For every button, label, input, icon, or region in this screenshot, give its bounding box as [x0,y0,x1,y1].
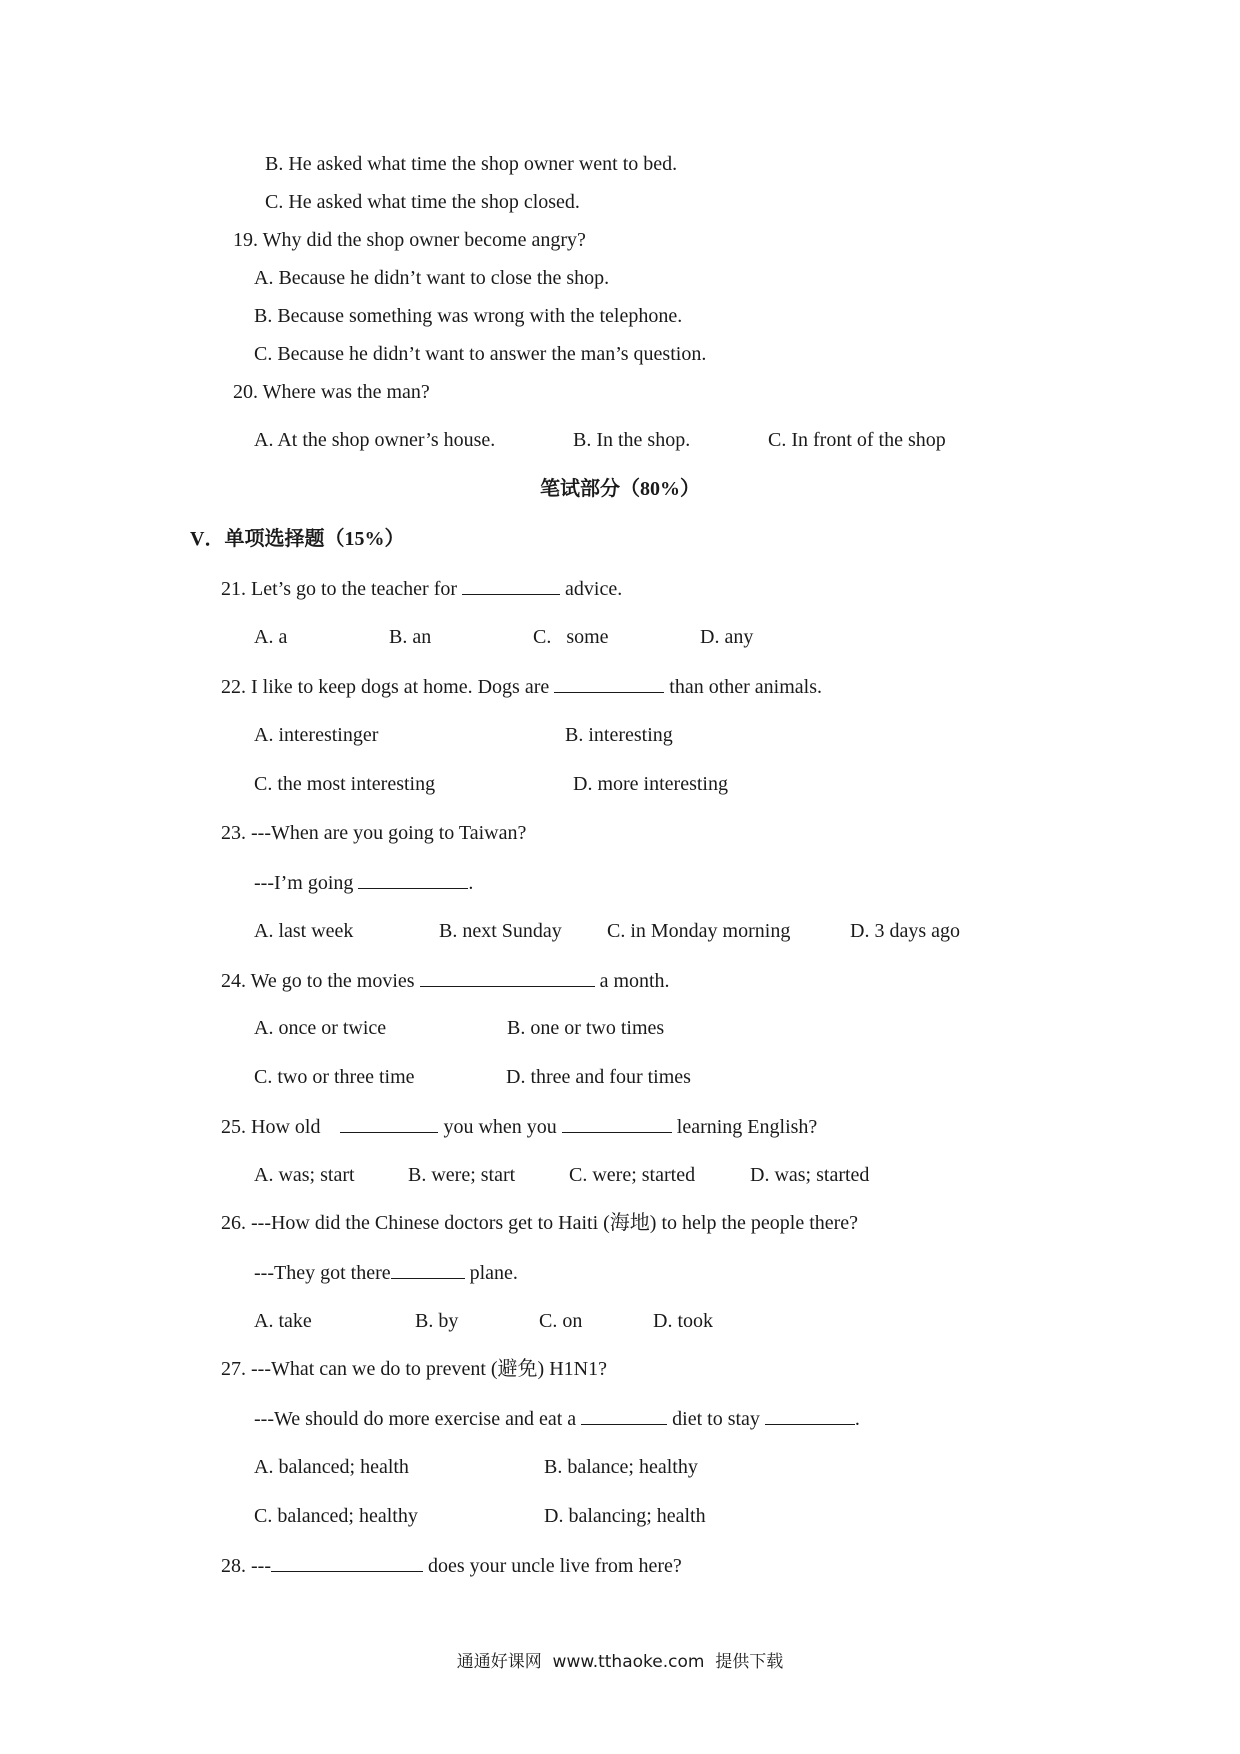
q20-option-c: C. In front of the shop [768,429,946,451]
q23-option-c: C. in Monday morning [607,920,791,942]
q20-option-a: A. At the shop owner’s house. [254,429,496,451]
q25-option-b: B. were; start [408,1164,516,1186]
q22-option-a: A. interestinger [254,724,379,746]
q27-option-c: C. balanced; healthy [254,1505,418,1527]
q22-stem: 22. I like to keep dogs at home. Dogs are than other animals. [221,676,822,698]
q21-option-a: A. a [254,626,288,648]
q18-option-b: B. He asked what time the shop owner went to bed. [265,153,678,175]
q22-option-d: D. more interesting [573,773,728,795]
q22-option-c: C. the most interesting [254,773,436,795]
q28-stem: 28. --- does your uncle live from here? [221,1555,682,1577]
q19-stem: 19. Why did the shop owner become angry? [233,229,586,251]
written-part-heading: 笔试部分（80%） [540,478,700,500]
q21-option-b: B. an [389,626,432,648]
q26-response: ---They got there plane. [254,1262,518,1284]
answer-blank [340,1114,438,1133]
q27-response: ---We should do more exercise and eat a diet to stay . [254,1408,860,1430]
q24-stem: 24. We go to the movies a month. [221,970,670,992]
q25-option-a: A. was; start [254,1164,355,1186]
q26-option-b: B. by [415,1310,459,1332]
answer-blank [462,576,560,595]
q19-option-a: A. Because he didn’t want to close the shop. [254,267,610,289]
q23-option-b: B. next Sunday [439,920,562,942]
answer-blank [554,674,664,693]
answer-blank [358,870,468,889]
q21-stem: 21. Let’s go to the teacher for advice. [221,578,623,600]
answer-blank [562,1114,672,1133]
q25-option-c: C. were; started [569,1164,696,1186]
answer-blank [391,1260,465,1279]
q20-stem: 20. Where was the man? [233,381,430,403]
q19-option-c: C. Because he didn’t want to answer the man’s question. [254,343,707,365]
page-footer: 通通好课网 www.tthaoke.com 提供下载 [456,1652,784,1672]
q21-option-c: C. some [533,626,609,648]
q25-stem: 25. How old you when you learning English? [221,1116,818,1138]
section-5-heading: V．单项选择题（15%） [190,528,405,550]
q23-response: ---I’m going . [254,872,474,894]
answer-blank [420,968,595,987]
q19-option-b: B. Because something was wrong with the telephone. [254,305,683,327]
q27-option-b: B. balance; healthy [544,1456,698,1478]
q26-stem: 26. ---How did the Chinese doctors get to Haiti (海地) to help the people there? [221,1212,859,1234]
answer-blank [271,1553,423,1572]
q21-option-d: D. any [700,626,754,648]
q24-option-d: D. three and four times [506,1066,691,1088]
q27-option-a: A. balanced; health [254,1456,409,1478]
q23-option-d: D. 3 days ago [850,920,960,942]
q23-option-a: A. last week [254,920,354,942]
q27-option-d: D. balancing; health [544,1505,706,1527]
q23-stem: 23. ---When are you going to Taiwan? [221,822,527,844]
q24-option-c: C. two or three time [254,1066,415,1088]
q25-option-d: D. was; started [750,1164,870,1186]
answer-blank [765,1406,855,1425]
q27-stem: 27. ---What can we do to prevent (避免) H1N1? [221,1358,607,1380]
q22-option-b: B. interesting [565,724,673,746]
q26-option-c: C. on [539,1310,583,1332]
q24-option-a: A. once or twice [254,1017,387,1039]
q26-option-a: A. take [254,1310,312,1332]
answer-blank [581,1406,667,1425]
q24-option-b: B. one or two times [507,1017,665,1039]
q26-option-d: D. took [653,1310,713,1332]
q20-option-b: B. In the shop. [573,429,691,451]
q18-option-c: C. He asked what time the shop closed. [265,191,580,213]
